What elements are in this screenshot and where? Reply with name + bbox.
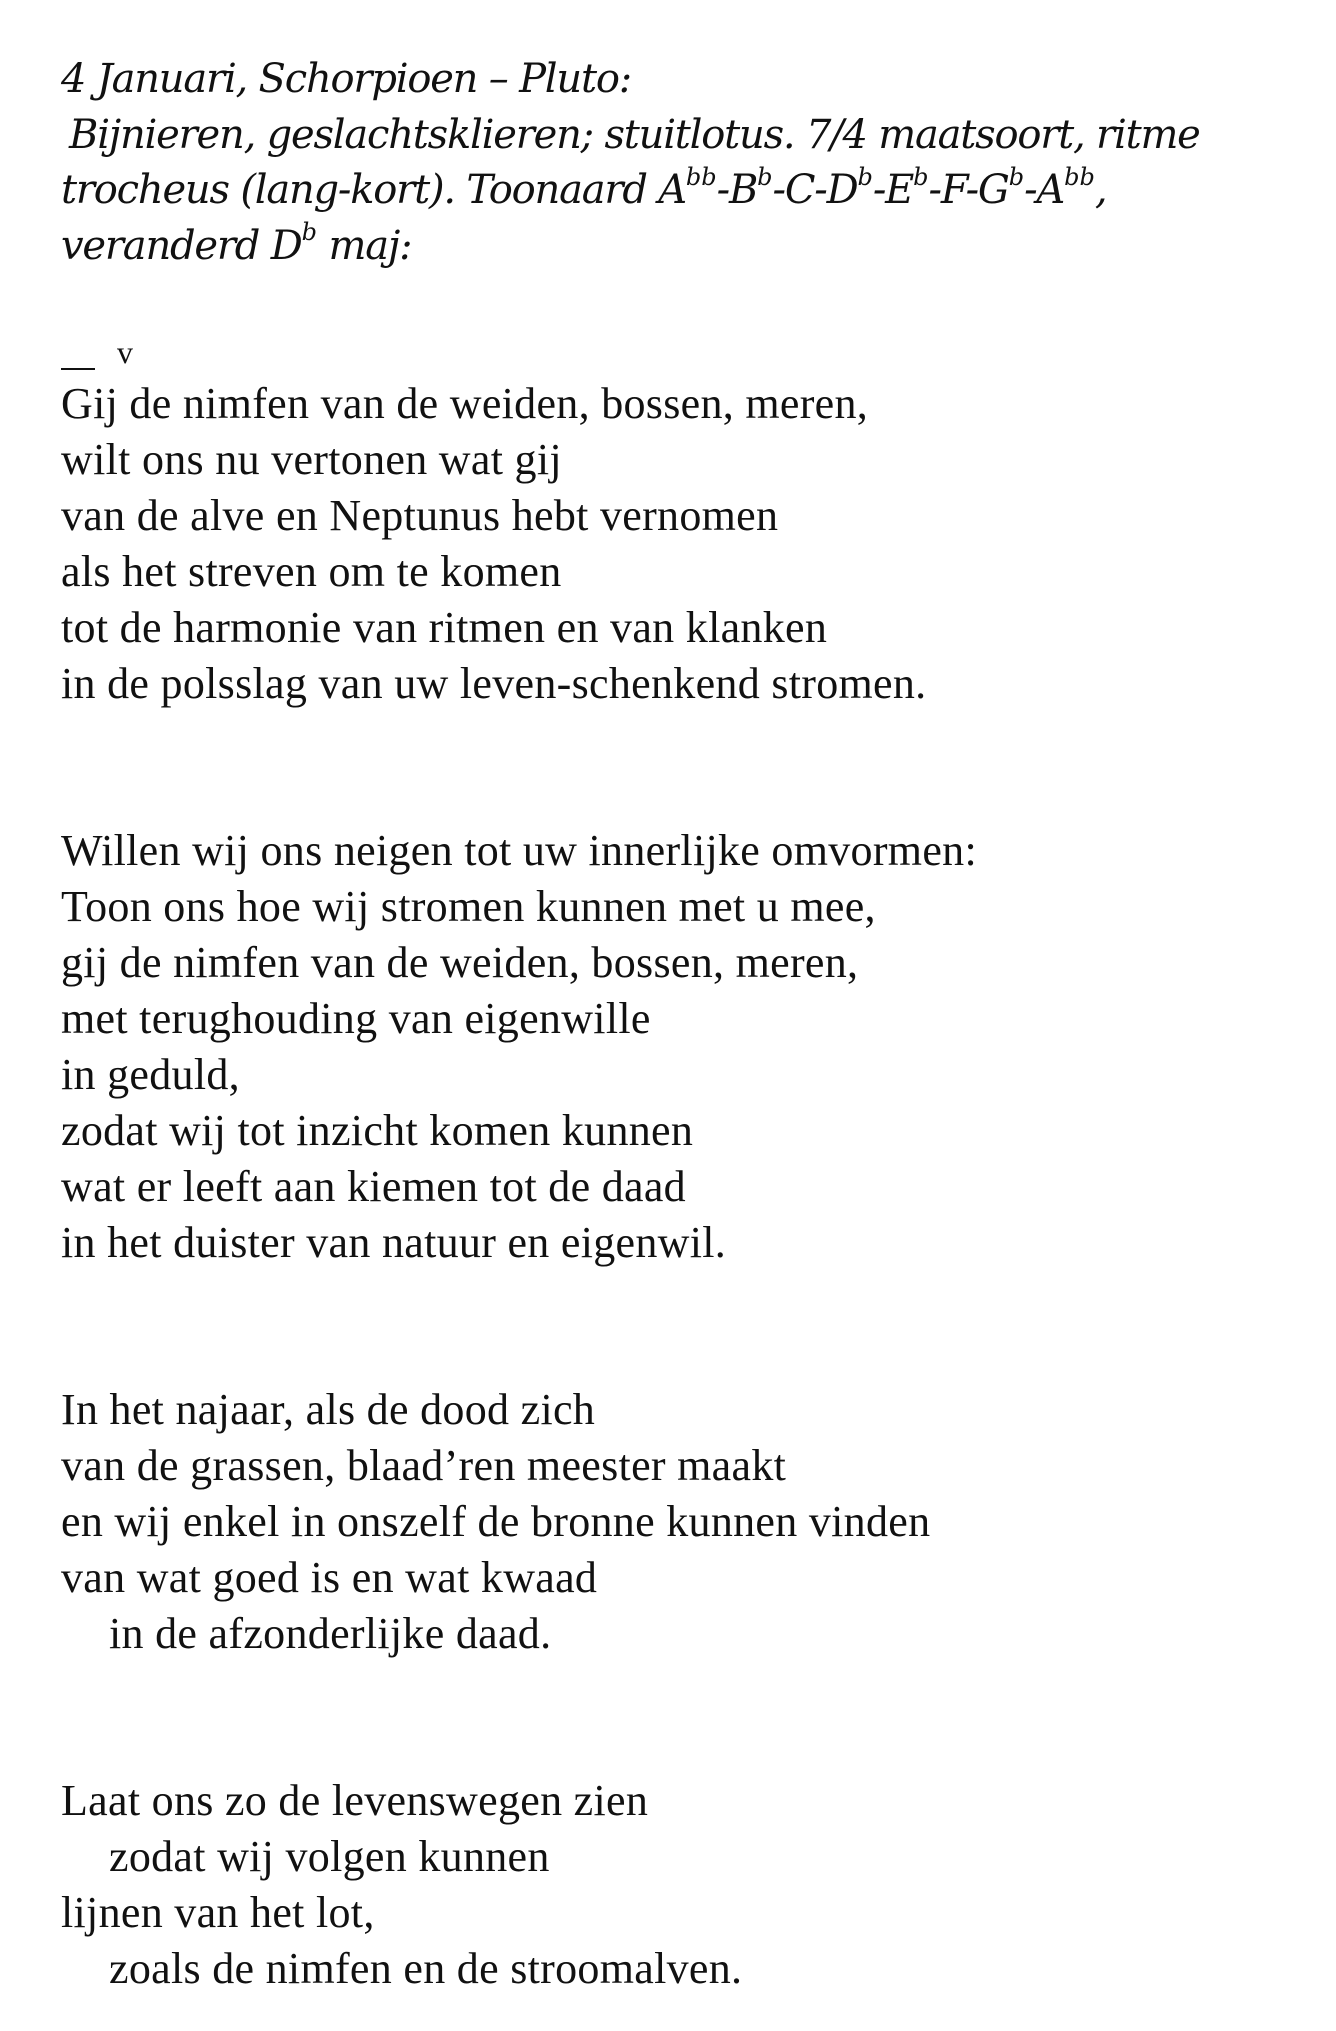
poem-body [61, 376, 1291, 1997]
meter-notation [61, 336, 1291, 376]
stanza-gap [61, 712, 1291, 823]
poem-line: Laat ons zo de levenswegen zien [61, 1776, 649, 1825]
poem-line: in de afzonderlijke daad. [109, 1609, 552, 1658]
header-changed-suffix: maj: [316, 222, 412, 269]
poem-line: in de polsslag van uw leven-schenkend stromen. [61, 659, 927, 708]
poem-line: In het najaar, als de dood zich [61, 1385, 596, 1434]
stanza-gap [61, 1271, 1291, 1382]
note-name: -B [716, 167, 758, 213]
header-date-line: 4 Januari, Schorpioen – Pluto: [61, 56, 631, 102]
note-accidental: b [1008, 162, 1025, 191]
header-changed-prefix: veranderd D [61, 222, 302, 269]
poem-line: gij de nimfen van de weiden, bossen, meren, [61, 938, 859, 987]
long-syllable-mark [61, 368, 95, 370]
note-name: -A [1024, 167, 1065, 213]
stanza [61, 823, 1291, 1271]
poem-line: lijnen van het lot, [61, 1888, 375, 1937]
note-name: -F-G [928, 167, 1009, 213]
header-changed-line [61, 219, 1291, 275]
note-accidental: bb [1064, 162, 1095, 191]
poem-line: zodat wij volgen kunnen [109, 1832, 550, 1881]
poem-line: van de grassen, blaad’ren meester maakt [61, 1441, 787, 1490]
poem-line: zoals de nimfen en de stroomalven. [109, 1944, 743, 1993]
note-accidental: b [757, 162, 773, 191]
stanza [61, 1773, 1291, 1997]
header-key-prefix: trocheus (lang-kort). Toonaard A [61, 167, 686, 213]
poem-line: van de alve en Neptunus hebt vernomen [61, 491, 779, 540]
poem-line: en wij enkel in onszelf de bronne kunnen vinden [61, 1497, 931, 1546]
stanza [61, 376, 1291, 712]
poem-line: in geduld, [61, 1050, 240, 1099]
poem-line: Toon ons hoe wij stromen kunnen met u mee, [61, 882, 876, 931]
poem-line: wilt ons nu vertonen wat gij [61, 435, 562, 484]
poem-line: met terughouding van eigenwille [61, 994, 651, 1043]
poem-line: Willen wij ons neigen tot uw innerlijke omvormen: [61, 826, 977, 875]
header-block [61, 52, 1291, 274]
poem-line: in het duister van natuur en eigenwil. [61, 1218, 727, 1267]
poem-line: zodat wij tot inzicht komen kunnen [61, 1106, 694, 1155]
poem-line: tot de harmonie van ritmen en van klanken [61, 603, 828, 652]
stanza-gap [61, 1662, 1291, 1773]
document-page [61, 52, 1291, 1997]
header-organs-line: Bijnieren, geslachtsklieren; stuitlotus. 7/4 maatsoort, ritme [69, 111, 1200, 158]
header-key-line [61, 163, 1291, 219]
poem-line: als het streven om te komen [61, 547, 562, 596]
flat-superscript: b [301, 218, 317, 247]
stanza [61, 1382, 1291, 1662]
note-accidental: bb [685, 162, 717, 191]
note-accidental: b [857, 162, 873, 191]
short-syllable-mark: v [117, 334, 133, 370]
poem-line: wat er leeft aan kiemen tot de daad [61, 1162, 686, 1211]
poem-line: van wat goed is en wat kwaad [61, 1553, 598, 1602]
note-name: -E [872, 167, 914, 213]
key-notes [685, 162, 1095, 213]
note-name: -C-D [772, 167, 858, 213]
note-accidental: b [913, 162, 929, 191]
header-key-suffix: , [1094, 167, 1107, 213]
poem-line: Gij de nimfen van de weiden, bossen, meren, [61, 379, 869, 428]
